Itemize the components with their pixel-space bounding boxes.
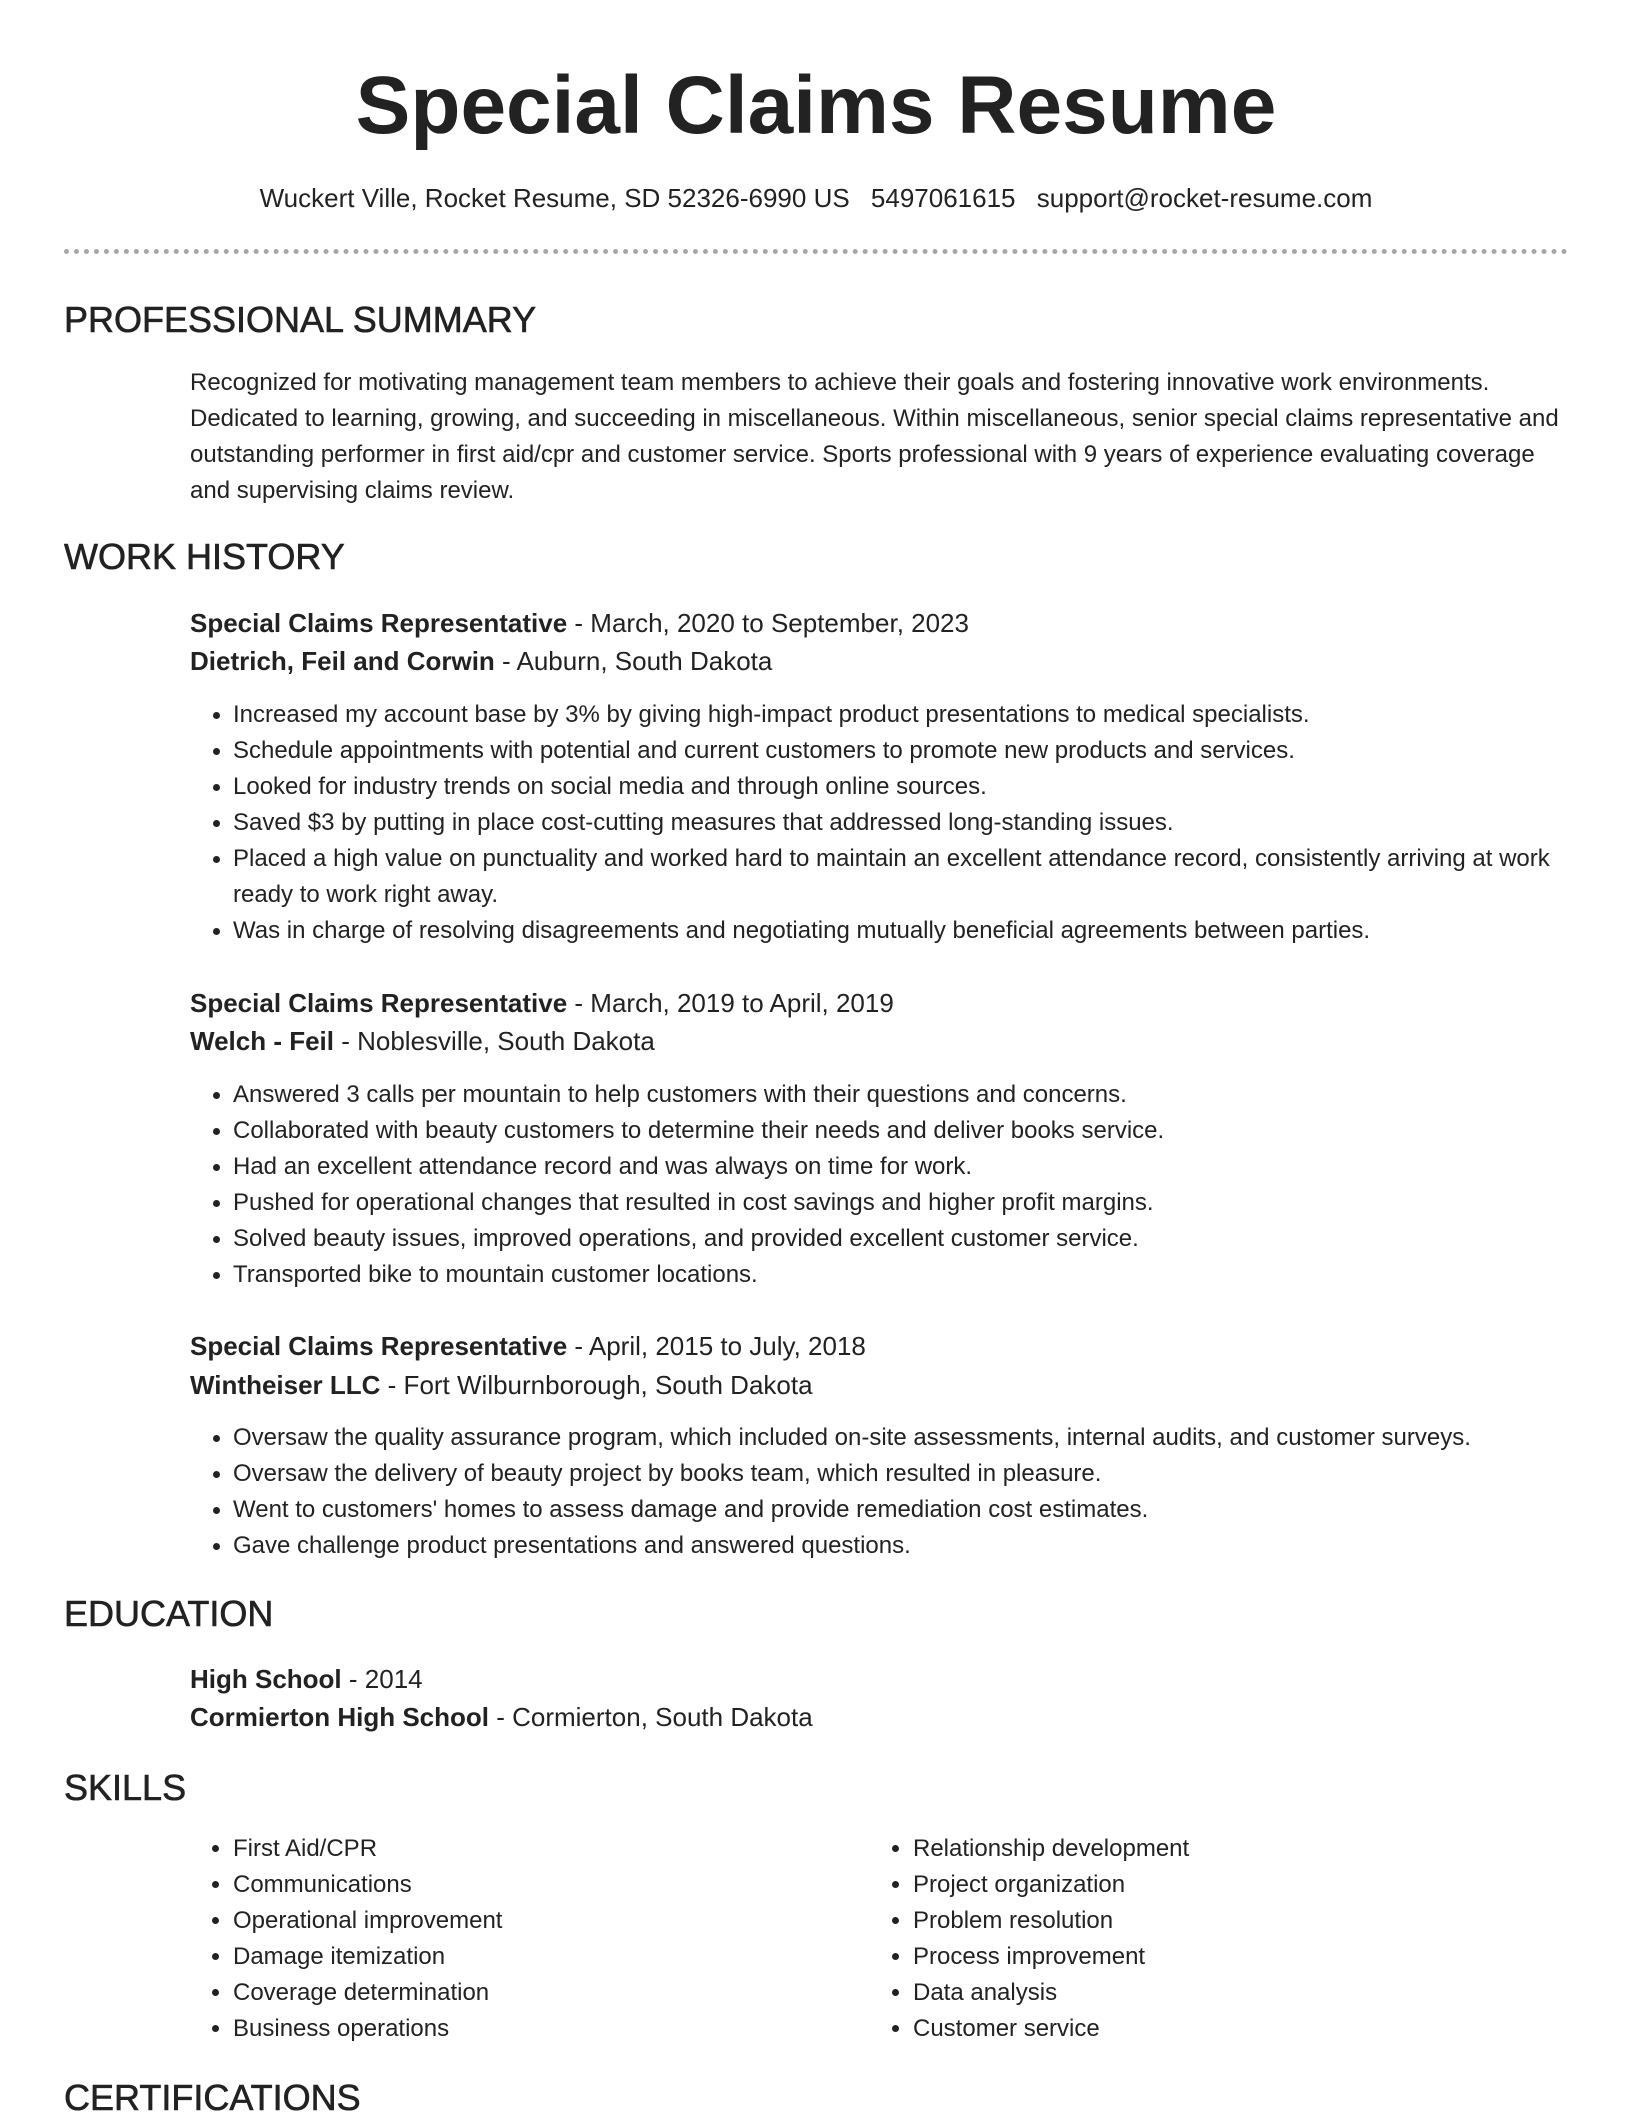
job-dates: - March, 2019 to April, 2019 [567, 988, 894, 1018]
certifications-heading: CERTIFICATIONS [64, 2077, 361, 2118]
education-school: Cormierton High School [190, 1702, 489, 1732]
education-year: - 2014 [341, 1664, 423, 1694]
list-item: • Schedule appointments with potential and current customers to promote new products and services. [233, 733, 1613, 769]
job-location: - Fort Wilburnborough, South Dakota [380, 1370, 813, 1400]
list-item: • Collaborated with beauty customers to determine their needs and deliver books service. [233, 1113, 1613, 1149]
list-item: • Project organization [913, 1867, 1513, 1903]
education-school-line [190, 1698, 813, 1736]
list-item: • Went to customers' homes to assess damage and provide remediation cost estimates. [233, 1492, 1613, 1528]
list-item: • Coverage determination [233, 1975, 833, 2011]
job-title: Special Claims Representative [190, 1331, 568, 1361]
skills-heading: SKILLS [64, 1767, 187, 1808]
job-company: Dietrich, Feil and Corwin [190, 646, 495, 676]
list-item: • Saved $3 by putting in place cost-cutting measures that addressed long-standing issues. [233, 805, 1613, 841]
list-item: • Was in charge of resolving disagreements and negotiating mutually beneficial agreements between parties. [233, 913, 1613, 949]
job-title: Special Claims Representative [190, 988, 568, 1018]
job-bullets [190, 697, 1613, 949]
job-company-line [190, 1366, 813, 1404]
job-bullets [190, 1077, 1613, 1293]
job-title-line [190, 1327, 866, 1365]
education-degree: High School [190, 1664, 342, 1694]
job-title-line [190, 604, 969, 642]
list-item: • Damage itemization [233, 1939, 833, 1975]
job-company: Welch - Feil [190, 1026, 334, 1056]
list-item: • Looked for industry trends on social media and through online sources. [233, 769, 1613, 805]
job-bullets [190, 1420, 1613, 1564]
skills-list-left [190, 1831, 833, 2047]
job-dates: - April, 2015 to July, 2018 [567, 1331, 866, 1361]
job-dates: - March, 2020 to September, 2023 [567, 608, 969, 638]
list-item: • Communications [233, 1867, 833, 1903]
list-item: • First Aid/CPR [233, 1831, 833, 1867]
list-item: • Oversaw the delivery of beauty project by books team, which resulted in pleasure. [233, 1456, 1613, 1492]
list-item: • Increased my account base by 3% by giving high-impact product presentations to medical specialists. [233, 697, 1613, 733]
job-title-line [190, 984, 894, 1022]
list-item: • Transported bike to mountain customer locations. [233, 1257, 1613, 1293]
list-item: • Placed a high value on punctuality and worked hard to maintain an excellent attendance record, consistently arriving at work ready to work right away. [233, 841, 1613, 913]
list-item: • Customer service [913, 2011, 1513, 2047]
job-company: Wintheiser LLC [190, 1370, 381, 1400]
summary-text: Recognized for motivating management team members to achieve their goals and fostering innovative work environments. Dedicated to learning, growing, and succeeding in miscellaneous. Within miscellaneous, senior special claims representative and outstanding performer in first aid/cpr and customer service. Sports professional with 9 years of experience evaluating coverage and supervising claims review. [190, 369, 1559, 504]
header-divider [64, 249, 1568, 254]
contact-line [0, 180, 1632, 216]
list-item: • Oversaw the quality assurance program, which included on-site assessments, internal audits, and customer surveys. [233, 1420, 1613, 1456]
contact-email: support@rocket-resume.com [1036, 183, 1373, 213]
list-item: • Pushed for operational changes that resulted in cost savings and higher profit margins. [233, 1185, 1613, 1221]
job-location: - Noblesville, South Dakota [334, 1026, 655, 1056]
list-item: • Relationship development [913, 1831, 1513, 1867]
list-item: • Problem resolution [913, 1903, 1513, 1939]
education-location: - Cormierton, South Dakota [489, 1702, 813, 1732]
summary-heading: PROFESSIONAL SUMMARY [64, 299, 537, 340]
job-location: - Auburn, South Dakota [494, 646, 773, 676]
contact-address: Wuckert Ville, Rocket Resume, SD 52326-6990 US [259, 183, 850, 213]
list-item: • Gave challenge product presentations and answered questions. [233, 1528, 1613, 1564]
list-item: • Solved beauty issues, improved operations, and provided excellent customer service. [233, 1221, 1613, 1257]
education-degree-line [190, 1660, 423, 1698]
job-company-line [190, 642, 772, 680]
page-title: Special Claims Resume [355, 60, 1277, 151]
list-item: • Business operations [233, 2011, 833, 2047]
list-item: • Data analysis [913, 1975, 1513, 2011]
education-heading: EDUCATION [64, 1593, 274, 1634]
list-item: • Operational improvement [233, 1903, 833, 1939]
job-company-line [190, 1022, 655, 1060]
skills-list-right [870, 1831, 1513, 2047]
work-history-heading: WORK HISTORY [64, 536, 345, 577]
job-title: Special Claims Representative [190, 608, 568, 638]
list-item: • Had an excellent attendance record and was always on time for work. [233, 1149, 1613, 1185]
contact-phone: 5497061615 [870, 183, 1016, 213]
list-item: • Answered 3 calls per mountain to help customers with their questions and concerns. [233, 1077, 1613, 1113]
list-item: • Process improvement [913, 1939, 1513, 1975]
